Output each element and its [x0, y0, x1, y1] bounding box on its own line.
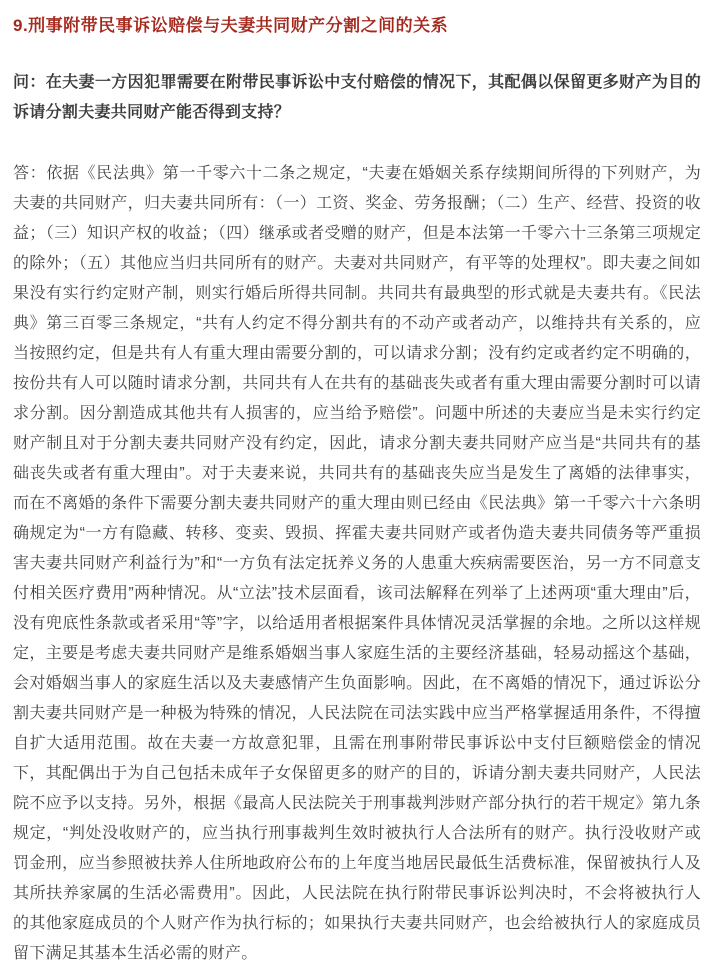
answer-paragraph: 答：依据《民法典》第一千零六十二条之规定，“夫妻在婚姻关系存续期间所得的下列财产，为夫妻的共同财产，归夫妻共同所有：（一）工资、奖金、劳务报酬；（二）生产、经营、投资的收益；（三）知识产权的收益；（四）继承或者受赠的财产，但是本法第一千零六十三条第三项规定的除外；（五）其他应当归共同所有的财产。夫妻对共同财产，有平等的处理权”。即夫妻之间如果没有实行约定财产制，则实行婚后所得共同制。共同共有最典型的形式就是夫妻共有。《民法典》第三百零三条规定，“共有人约定不得分割共有的不动产或者动产，以维持共有关系的，应当按照约定，但是共有人有重大理由需要分割的，可以请求分割；没有约定或者约定不明确的，按份共有人可以随时请求分割，共同共有人在共有的基础丧失或者有重大理由需要分割时可以请求分割。因分割造成其他共有人损害的，应当给予赔偿”。问题中所述的夫妻应当是未实行约定财产制且对于分割夫妻共同财产没有约定，因此，请求分割夫妻共同财产应当是“共同共有的基础丧失或者有重大理由”。对于夫妻来说，共同共有的基础丧失应当是发生了离婚的法律事实，而在不离婚的条件下需要分割夫妻共同财产的重大理由则已经由《民法典》第一千零六十六条明确规定为“一方有隐藏、转移、变卖、毁损、挥霍夫妻共同财产或者伪造夫妻共同债务等严重损害夫妻共同财产利益行为”和“一方负有法定抚养义务的人患重大疾病需要医治，另一方不同意支付相关医疗费用”两种情况。从“立法”技术层面看，该司法解释在列举了上述两项“重大理由”后，没有兜底性条款或者采用“等”字，以给适用者根据案件具体情况灵活掌握的余地。之所以这样规定，主要是考虑夫妻共同财产是维系婚姻当事人家庭生活的主要经济基础，轻易动摇这个基础，会对婚姻当事人的家庭生活以及夫妻感情产生负面影响。因此，在不离婚的情况下，通过诉讼分割夫妻共同财产是一种极为特殊的情况，人民法院在司法实践中应当严格掌握适用条件，不得擅自扩大适用范围。故在夫妻一方故意犯罪，且需在刑事附带民事诉讼中支付巨额赔偿金的情况下，其配偶出于为自己包括未成年子女保留更多的财产的目的，诉请分割夫妻共同财产，人民法院不应予以支持。另外，根据《最高人民法院关于刑事裁判涉财产部分执行的若干规定》第九条规定，“判处没收财产的，应当执行刑事裁判生效时被执行人合法所有的财产。执行没收财产或罚金刑，应当参照被扶养人住所地政府公布的上年度当地居民最低生活费标准，保留被执行人及其所扶养家属的生活必需费用”。因此，人民法院在执行附带民事诉讼判决时，不会将被执行人的其他家庭成员的个人财产作为执行标的；如果执行夫妻共同财产，也会给被执行人的家庭成员留下满足其基本生活必需的财产。	[13, 165, 701, 962]
section-heading: 9.刑事附带民事诉讼赔偿与夫妻共同财产分割之间的关系	[13, 16, 449, 35]
question-paragraph: 问：在夫妻一方因犯罪需要在附带民事诉讼中支付赔偿的情况下，其配偶以保留更多财产为目的诉请分割夫妻共同财产能否得到支持？	[13, 74, 701, 121]
